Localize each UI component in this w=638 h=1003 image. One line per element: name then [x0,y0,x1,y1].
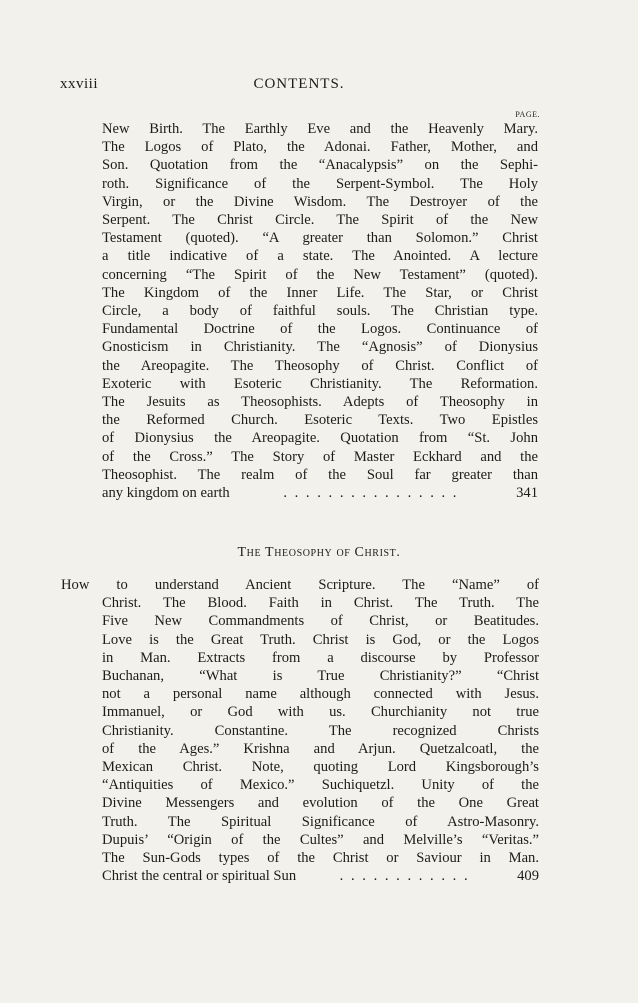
entry2-line: Buchanan, “What is True Christianity?” “Christ [102,668,539,685]
entry1-line: the Areopagite. The Theosophy of Christ. Conflict of [102,357,538,374]
running-title: CONTENTS. [253,76,345,92]
entry1-line: Gnosticism in Christianity. The “Agnosis” of Dionysius [102,339,538,356]
entry1-line: roth. Significance of the Serpent-Symbol. The Holy [102,175,538,192]
entry2-line: not a personal name although connected with Jesus. [102,686,539,703]
section-heading: The Theosophy of Christ. [237,545,401,560]
entry1-line: Son. Quotation from the “Anacalypsis” on the Sephi- [102,157,538,174]
entry1-line: New Birth. The Earthly Eve and the Heavenly Mary. [102,121,538,137]
entry1-line: Fundamental Doctrine of the Logos. Continuance of [102,321,538,338]
entry1-line: a title indicative of a state. The Anointed. A lecture [102,248,538,265]
entry2-last-text: Christ the central or spiritual Sun [102,868,297,885]
entry1-line: The Jesuits as Theosophists. Adepts of Theosophy in [102,394,538,411]
entry1-line: Circle, a body of faithful souls. The Christian type. [102,303,538,320]
entry2-first-line: How to understand Ancient Scripture. The “Name” of [61,577,539,593]
entry2-line: Divine Messengers and evolution of the One Great [102,795,539,812]
folio-number: xxviii [60,76,99,92]
dot-leader: . . . . . . . . . . . . . . . . [283,485,459,502]
entry2-line: Immanuel, or God with us. Churchianity not true [102,704,539,721]
entry1-line: Virgin, or the Divine Wisdom. The Destroyer of the [102,193,538,210]
entry1-line: Testament (quoted). “A greater than Solomon.” Christ [102,230,538,247]
entry2-line: Mexican Christ. Note, quoting Lord Kingsborough’s [102,759,539,776]
entry2-line: in Man. Extracts from a discourse by Professor [102,649,539,666]
entry2-line: Dupuis’ “Origin of the Cultes” and Melville’s “Veritas.” [102,831,539,848]
entry2-line: The Sun-Gods types of the Christ or Saviour in Man. [102,850,539,867]
page-number-409: 409 [517,868,539,885]
running-head [60,76,538,96]
entry1-line: Theosophist. The realm of the Soul far greater than [102,466,538,483]
entry1-last-line [102,484,538,502]
entry1-line: of the Cross.” The Story of Master Eckhard and the [102,448,538,465]
page-column-label: PAGE. [515,110,540,119]
entry2-line: Christianity. Constantine. The recognized Christs [102,722,539,739]
contents-entry-2 [61,576,539,885]
entry1-line: The Logos of Plato, the Adonai. Father, Mother, and [102,139,538,156]
entry1-line: Serpent. The Christ Circle. The Spirit of the New [102,212,538,229]
entry1-line: The Kingdom of the Inner Life. The Star, or Christ [102,284,538,301]
entry2-line: of the Ages.” Krishna and Arjun. Quetzalcoatl, the [102,740,539,757]
entry2-line: Love is the Great Truth. Christ is God, or the Logos [102,631,539,648]
entry1-last-text: any kingdom on earth [102,485,230,502]
entry1-line: of Dionysius the Areopagite. Quotation from “St. John [102,430,538,447]
entry1-line: concerning “The Spirit of the New Testament” (quoted). [102,266,538,283]
entry1-line: the Reformed Church. Esoteric Texts. Two Epistles [102,412,538,429]
dot-leader: . . . . . . . . . . . . [339,868,470,885]
entry2-last-line [61,867,539,885]
entry2-line: Truth. The Spiritual Significance of Astro-Masonry. [102,813,539,830]
page-number-341: 341 [516,485,538,502]
entry1-line: Exoteric with Esoteric Christianity. The Reformation. [102,375,538,392]
entry2-line: Christ. The Blood. Faith in Christ. The Truth. The [102,595,539,612]
entry2-line: Five New Commandments of Christ, or Beatitudes. [102,613,539,630]
entry2-line: “Antiquities of Mexico.” Suchiquetzl. Unity of the [102,777,539,794]
contents-entry-1 [102,120,538,502]
